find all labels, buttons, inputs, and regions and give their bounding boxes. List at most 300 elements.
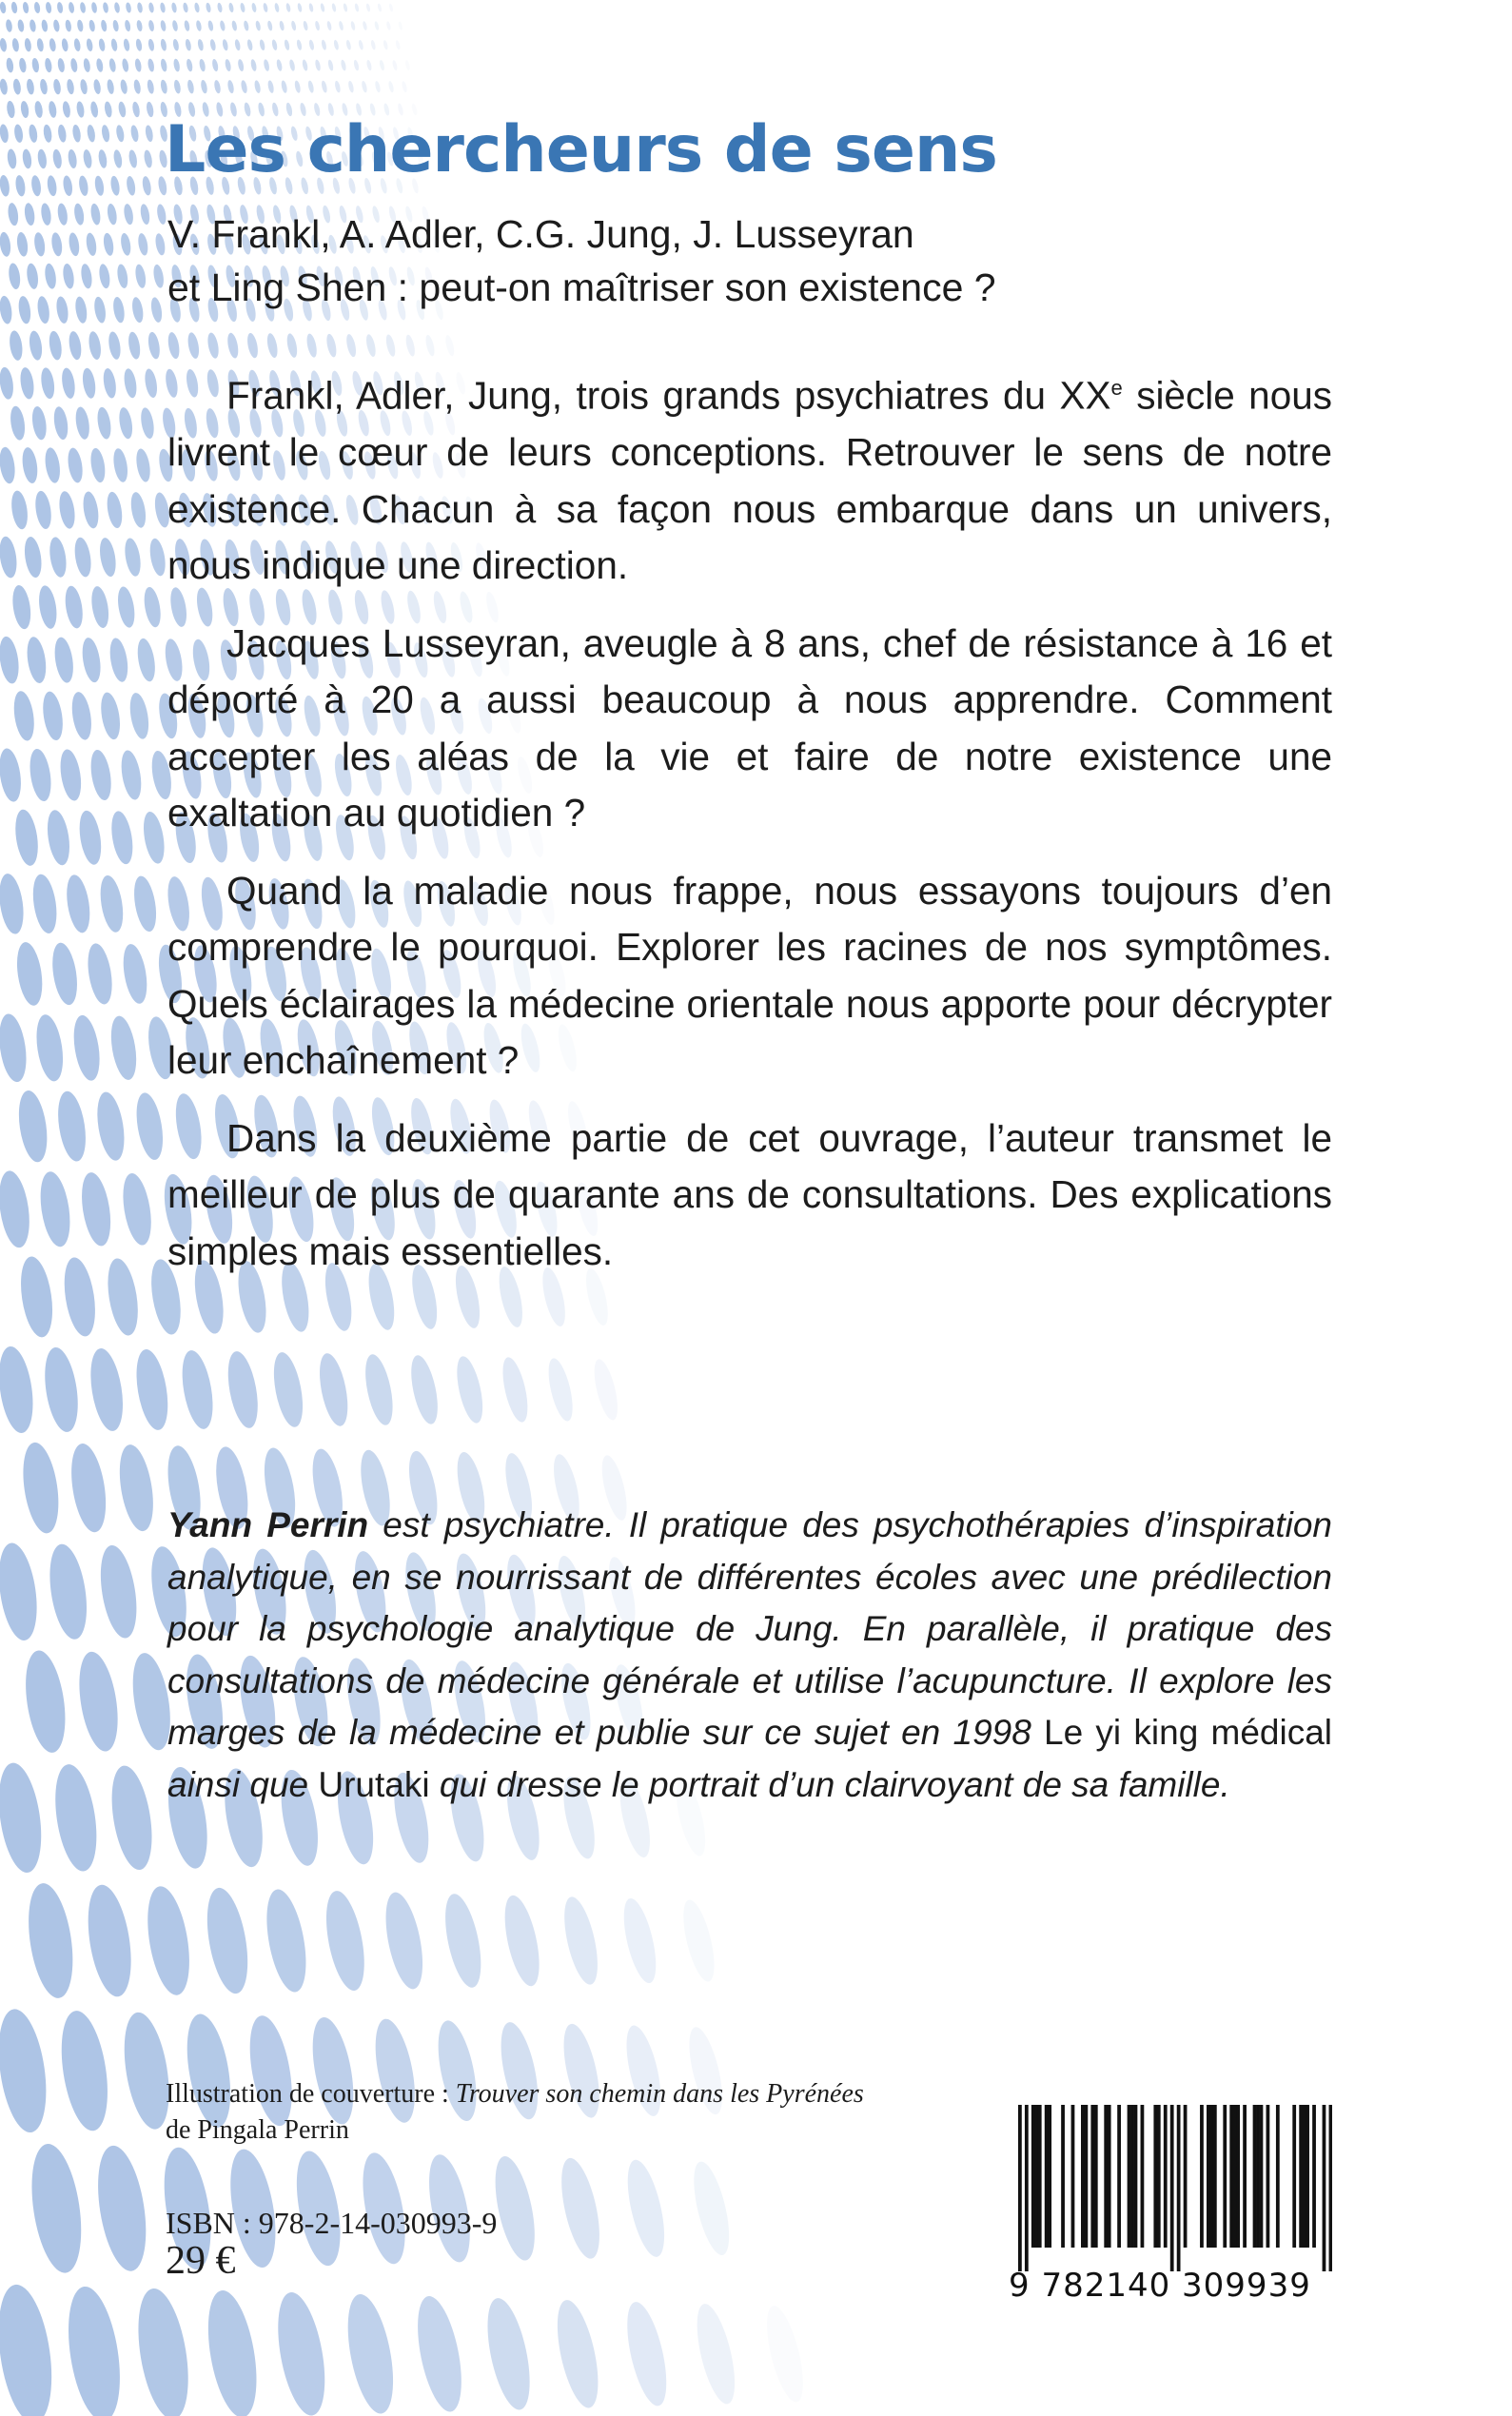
dot — [409, 2292, 469, 2415]
dot — [95, 1542, 143, 1640]
isbn: ISBN : 978-2-14-030993-9 — [166, 2206, 498, 2240]
barcode-bar — [1045, 2105, 1049, 2248]
dot — [308, 39, 315, 50]
dot — [54, 1090, 90, 1164]
dot — [136, 20, 144, 32]
dot — [77, 1170, 115, 1248]
dot — [344, 333, 358, 358]
dot — [49, 941, 81, 1007]
dot — [207, 20, 214, 31]
dot — [148, 2, 155, 13]
dot — [279, 20, 285, 30]
dot — [226, 80, 234, 94]
dot — [29, 19, 36, 32]
barcode-bar — [1031, 2105, 1035, 2248]
dot — [296, 39, 303, 50]
dot — [131, 101, 141, 118]
dot — [30, 405, 49, 441]
dot — [66, 1442, 110, 1535]
dot — [33, 231, 47, 257]
dot — [36, 148, 48, 169]
dot — [424, 334, 437, 357]
dot — [22, 148, 33, 169]
dot — [44, 58, 52, 73]
barcode-bar — [1061, 2105, 1065, 2248]
dot — [251, 3, 257, 13]
dot — [10, 584, 33, 631]
dot — [213, 80, 222, 94]
dot — [366, 59, 373, 70]
dot — [0, 1169, 33, 1249]
dot — [102, 232, 115, 256]
barcode-bar — [1184, 2105, 1188, 2248]
dot — [171, 20, 178, 32]
dot — [31, 57, 40, 72]
dot — [243, 20, 249, 31]
dot — [48, 330, 64, 361]
dot — [50, 232, 64, 257]
dot — [141, 175, 152, 196]
dot — [46, 175, 57, 197]
dot — [147, 58, 154, 72]
dot — [374, 81, 381, 93]
dot — [44, 809, 72, 867]
dot — [0, 295, 13, 324]
dot — [385, 21, 391, 30]
dot — [183, 2, 189, 12]
dot — [134, 58, 143, 72]
barcode-bar — [1209, 2105, 1213, 2248]
dot — [62, 263, 76, 289]
barcode-bar — [1260, 2105, 1264, 2248]
dot — [76, 19, 84, 31]
dot — [543, 1356, 577, 1424]
dot — [93, 1090, 128, 1163]
dot — [379, 1889, 429, 1992]
dot — [6, 100, 16, 118]
dot — [0, 78, 9, 95]
dot — [123, 367, 139, 399]
dot — [41, 19, 49, 32]
dot — [246, 39, 253, 51]
dot — [197, 39, 205, 51]
dot — [73, 38, 81, 52]
dot — [25, 636, 49, 684]
blurb-paragraph-1: Frankl, Adler, Jung, trois grands psychiatres du XXe siècle nous livrent le cœur de leurs conceptions. Retrouver le sens de notre existence. Chacun à sa façon nous embarque dans un univers, nous indique une direction. — [167, 373, 1332, 587]
dot — [89, 585, 111, 629]
dot — [143, 149, 153, 168]
dot — [206, 332, 220, 360]
barcode-bar — [1299, 2105, 1303, 2248]
dot — [314, 59, 321, 71]
dot — [143, 368, 159, 399]
dot — [108, 58, 117, 72]
dot — [88, 330, 103, 361]
dot — [345, 39, 352, 50]
dot — [130, 874, 160, 933]
dot — [0, 446, 17, 485]
dot — [200, 79, 208, 93]
dot — [327, 59, 334, 71]
dot — [80, 637, 104, 684]
dot — [11, 690, 37, 742]
author-bio: Yann Perrin est psychiatre. Il pratique des psychothérapies d’inspiration analytique, en se nourrissant de différentes écoles avec une prédilection pour la psychologie analytique de Jung. En parallèle, il pratique des consultations de médecine générale et utilise l’acupuncture. Il explore les marges de la médecine et publie sur ce sujet en 1998 Le yi king médical ainsi que Urutaki qui dresse le portrait d’un clairvoyant de sa famille. — [167, 1505, 1332, 1804]
barcode-bar — [1034, 2105, 1038, 2248]
dot — [361, 81, 367, 93]
dot — [388, 3, 393, 11]
dot — [619, 2299, 674, 2410]
dot — [8, 330, 24, 362]
dot — [558, 1894, 604, 1987]
dot — [201, 1885, 255, 1997]
dot — [350, 21, 356, 31]
dot — [134, 447, 152, 482]
dot — [321, 39, 327, 50]
dot — [20, 446, 39, 484]
dot — [86, 1346, 128, 1434]
dot — [52, 19, 60, 32]
dot — [384, 334, 397, 358]
dot — [285, 333, 299, 359]
barcode-bar — [1306, 2105, 1309, 2248]
dot — [225, 59, 232, 72]
dot — [67, 148, 78, 168]
dot — [97, 874, 127, 933]
barcode-bar — [1084, 2105, 1088, 2248]
dot — [288, 59, 295, 71]
barcode-bar — [1081, 2105, 1085, 2248]
dot — [160, 58, 167, 72]
dot — [364, 333, 377, 357]
dot — [147, 538, 167, 578]
dot — [187, 331, 201, 359]
dot — [69, 691, 94, 741]
dot — [324, 333, 338, 358]
dot — [217, 2, 224, 12]
dot — [76, 809, 105, 866]
barcode-bar — [1048, 2105, 1051, 2248]
dot — [102, 367, 118, 399]
dot — [297, 3, 303, 12]
dot — [83, 58, 91, 73]
blurb-paragraph-3: Quand la maladie nous frappe, nous essayons toujours d’en comprendre le pourquoi. Explorer les racines de nos symptômes. Quels éclairages la médecine orientale nous apporte pour décrypter leur enchaînement ? — [167, 868, 1332, 1082]
dot — [167, 331, 182, 360]
dot — [56, 203, 69, 226]
dot — [118, 749, 144, 801]
dot — [263, 3, 268, 13]
dot — [88, 748, 114, 801]
dot — [0, 747, 24, 803]
dot — [88, 447, 108, 483]
dot — [101, 125, 111, 143]
dot — [127, 331, 142, 361]
dot — [119, 1171, 156, 1247]
dot — [0, 124, 10, 144]
dot — [0, 536, 19, 579]
barcode-bar — [1292, 2105, 1296, 2248]
barcode-bar — [1108, 2105, 1111, 2248]
barcode-number: 9 782140 309939 — [1009, 2267, 1311, 2305]
dot — [116, 264, 129, 289]
dot — [294, 80, 302, 93]
dot — [554, 2154, 607, 2262]
dot — [620, 2156, 672, 2260]
dot — [126, 175, 137, 196]
barcode-bar — [1312, 2105, 1316, 2248]
dot — [139, 204, 150, 226]
barcode-bar — [1233, 2105, 1237, 2248]
dot — [5, 19, 12, 32]
dot — [36, 1169, 74, 1248]
dot — [32, 1012, 67, 1083]
barcode-bar — [1153, 2105, 1157, 2248]
dot — [255, 20, 262, 31]
dot — [81, 1882, 137, 2000]
dot — [49, 1761, 103, 1874]
dot — [145, 125, 154, 143]
dot — [128, 692, 152, 740]
dot — [245, 332, 260, 359]
dot — [383, 40, 388, 50]
dot — [81, 367, 97, 400]
barcode-bar — [1236, 2105, 1240, 2248]
dot — [49, 38, 57, 52]
dot — [392, 60, 399, 71]
book-reference: Urutaki — [318, 1764, 430, 1804]
dot — [677, 1897, 720, 1985]
dot — [52, 405, 70, 441]
dot — [88, 19, 96, 31]
dot — [759, 2303, 810, 2406]
dot — [36, 38, 45, 52]
dot — [120, 232, 132, 256]
barcode-bar — [1243, 2105, 1247, 2248]
dot — [17, 19, 25, 32]
dot — [237, 59, 245, 72]
dot — [12, 808, 42, 867]
dot — [40, 1345, 83, 1435]
dot — [173, 79, 182, 94]
dot — [22, 536, 44, 579]
dot — [82, 149, 92, 169]
dot — [231, 20, 238, 31]
dot — [240, 80, 247, 94]
dot — [160, 38, 167, 51]
dot — [131, 1347, 173, 1433]
dot — [146, 101, 155, 117]
dot — [54, 2008, 114, 2134]
dot — [142, 586, 164, 629]
barcode-bar — [1090, 2105, 1094, 2248]
dot — [90, 2, 97, 13]
barcode-bar — [1025, 2105, 1029, 2271]
dot — [219, 20, 226, 31]
dot — [260, 1886, 313, 1994]
dot — [124, 20, 131, 32]
dot — [226, 332, 240, 360]
dot — [68, 330, 84, 361]
dot — [69, 58, 78, 73]
dot — [234, 39, 241, 51]
dot — [549, 2296, 605, 2411]
dot — [45, 2, 52, 14]
book-title: Les chercheurs de sens — [165, 112, 997, 187]
dot — [154, 233, 167, 257]
dot — [195, 20, 202, 31]
dot — [57, 748, 84, 802]
dot — [68, 232, 81, 257]
dot — [240, 3, 245, 13]
dot — [172, 38, 180, 51]
dot — [89, 101, 99, 118]
dot — [92, 79, 101, 95]
dot — [284, 39, 290, 50]
dot — [44, 263, 58, 289]
dot — [404, 334, 417, 358]
dot — [147, 20, 154, 32]
dot — [133, 79, 142, 94]
barcode-bar — [1134, 2105, 1138, 2248]
dot — [265, 332, 279, 359]
barcode-bar — [1018, 2105, 1022, 2271]
dot — [79, 2, 86, 13]
dot — [85, 232, 98, 257]
dot — [98, 691, 123, 740]
dot — [7, 202, 19, 226]
dot — [95, 406, 112, 441]
dot — [618, 1895, 662, 1986]
dot — [147, 38, 155, 51]
dot — [33, 101, 43, 119]
dot — [452, 1354, 487, 1425]
dot — [353, 59, 360, 70]
subtitle-line-2: et Ling Shen : peut-on maîtriser son existence ? — [167, 265, 996, 309]
dot — [362, 21, 367, 30]
dot — [302, 59, 308, 71]
dot — [57, 490, 77, 530]
dot — [103, 1256, 143, 1337]
dot — [72, 537, 93, 579]
dot — [68, 2, 74, 14]
dot — [139, 406, 156, 440]
dot — [290, 20, 297, 30]
dot — [71, 124, 82, 143]
dot — [62, 101, 71, 118]
dot — [44, 1542, 92, 1641]
author-name: Yann Perrin — [167, 1505, 369, 1544]
dot — [194, 2, 201, 12]
barcode-bar — [1267, 2105, 1270, 2248]
barcode-bar — [1094, 2105, 1098, 2248]
barcode-bar — [1130, 2105, 1134, 2248]
dot — [16, 1254, 57, 1339]
dot — [75, 101, 85, 118]
dot — [0, 2006, 53, 2135]
dot — [30, 175, 43, 197]
barcode-bar — [1323, 2105, 1326, 2271]
barcode-bar — [1276, 2105, 1280, 2248]
dot — [0, 1541, 43, 1643]
dot — [33, 490, 53, 530]
dot — [117, 101, 127, 118]
dot — [0, 1345, 38, 1436]
dot — [0, 1760, 48, 1876]
dot — [308, 3, 314, 12]
barcode-bar — [1117, 2105, 1121, 2248]
dot — [123, 38, 130, 51]
barcode-bar — [1177, 2105, 1181, 2271]
dot — [60, 367, 77, 400]
dot — [0, 2281, 60, 2416]
dot — [22, 1880, 80, 2001]
dot — [185, 39, 192, 51]
dot — [259, 39, 265, 51]
dot — [480, 2294, 538, 2413]
dot — [63, 584, 86, 629]
dot — [14, 174, 27, 197]
dot — [28, 124, 38, 143]
dot — [331, 3, 337, 12]
dot — [271, 39, 278, 50]
dot — [120, 942, 151, 1005]
dot — [499, 1893, 546, 1990]
dot — [115, 585, 137, 629]
dot — [93, 175, 105, 196]
dot — [51, 148, 63, 168]
dot — [89, 203, 102, 226]
dot — [285, 3, 291, 12]
dot — [27, 747, 54, 802]
dot — [108, 637, 131, 683]
dot — [120, 79, 128, 94]
dot — [130, 2285, 197, 2416]
barcode-bar — [1038, 2105, 1042, 2248]
dot — [130, 296, 145, 324]
dot — [10, 489, 30, 530]
dot — [263, 59, 270, 71]
dot — [19, 366, 36, 400]
dot — [223, 1349, 263, 1430]
dot — [365, 3, 371, 12]
dot — [52, 79, 62, 95]
dot — [11, 38, 20, 52]
dot — [92, 296, 107, 324]
dot — [152, 264, 166, 288]
dot — [206, 2, 212, 12]
dot — [106, 203, 118, 226]
dot — [228, 3, 235, 13]
dot — [135, 638, 158, 683]
dot — [36, 295, 51, 324]
dot — [29, 873, 60, 935]
dot — [184, 20, 190, 31]
barcode-bar — [1229, 2105, 1233, 2248]
barcode-bar — [1213, 2105, 1217, 2248]
dot — [0, 38, 8, 52]
dot — [406, 1353, 442, 1426]
dot — [498, 1355, 532, 1424]
dot — [107, 79, 115, 95]
dot — [0, 1, 7, 13]
dot — [57, 58, 66, 73]
barcode-bar — [1157, 2105, 1161, 2248]
dot — [24, 38, 32, 52]
dot — [112, 20, 120, 32]
dot — [112, 149, 123, 169]
dot — [134, 264, 147, 289]
dot — [0, 636, 21, 685]
dot — [95, 58, 104, 72]
